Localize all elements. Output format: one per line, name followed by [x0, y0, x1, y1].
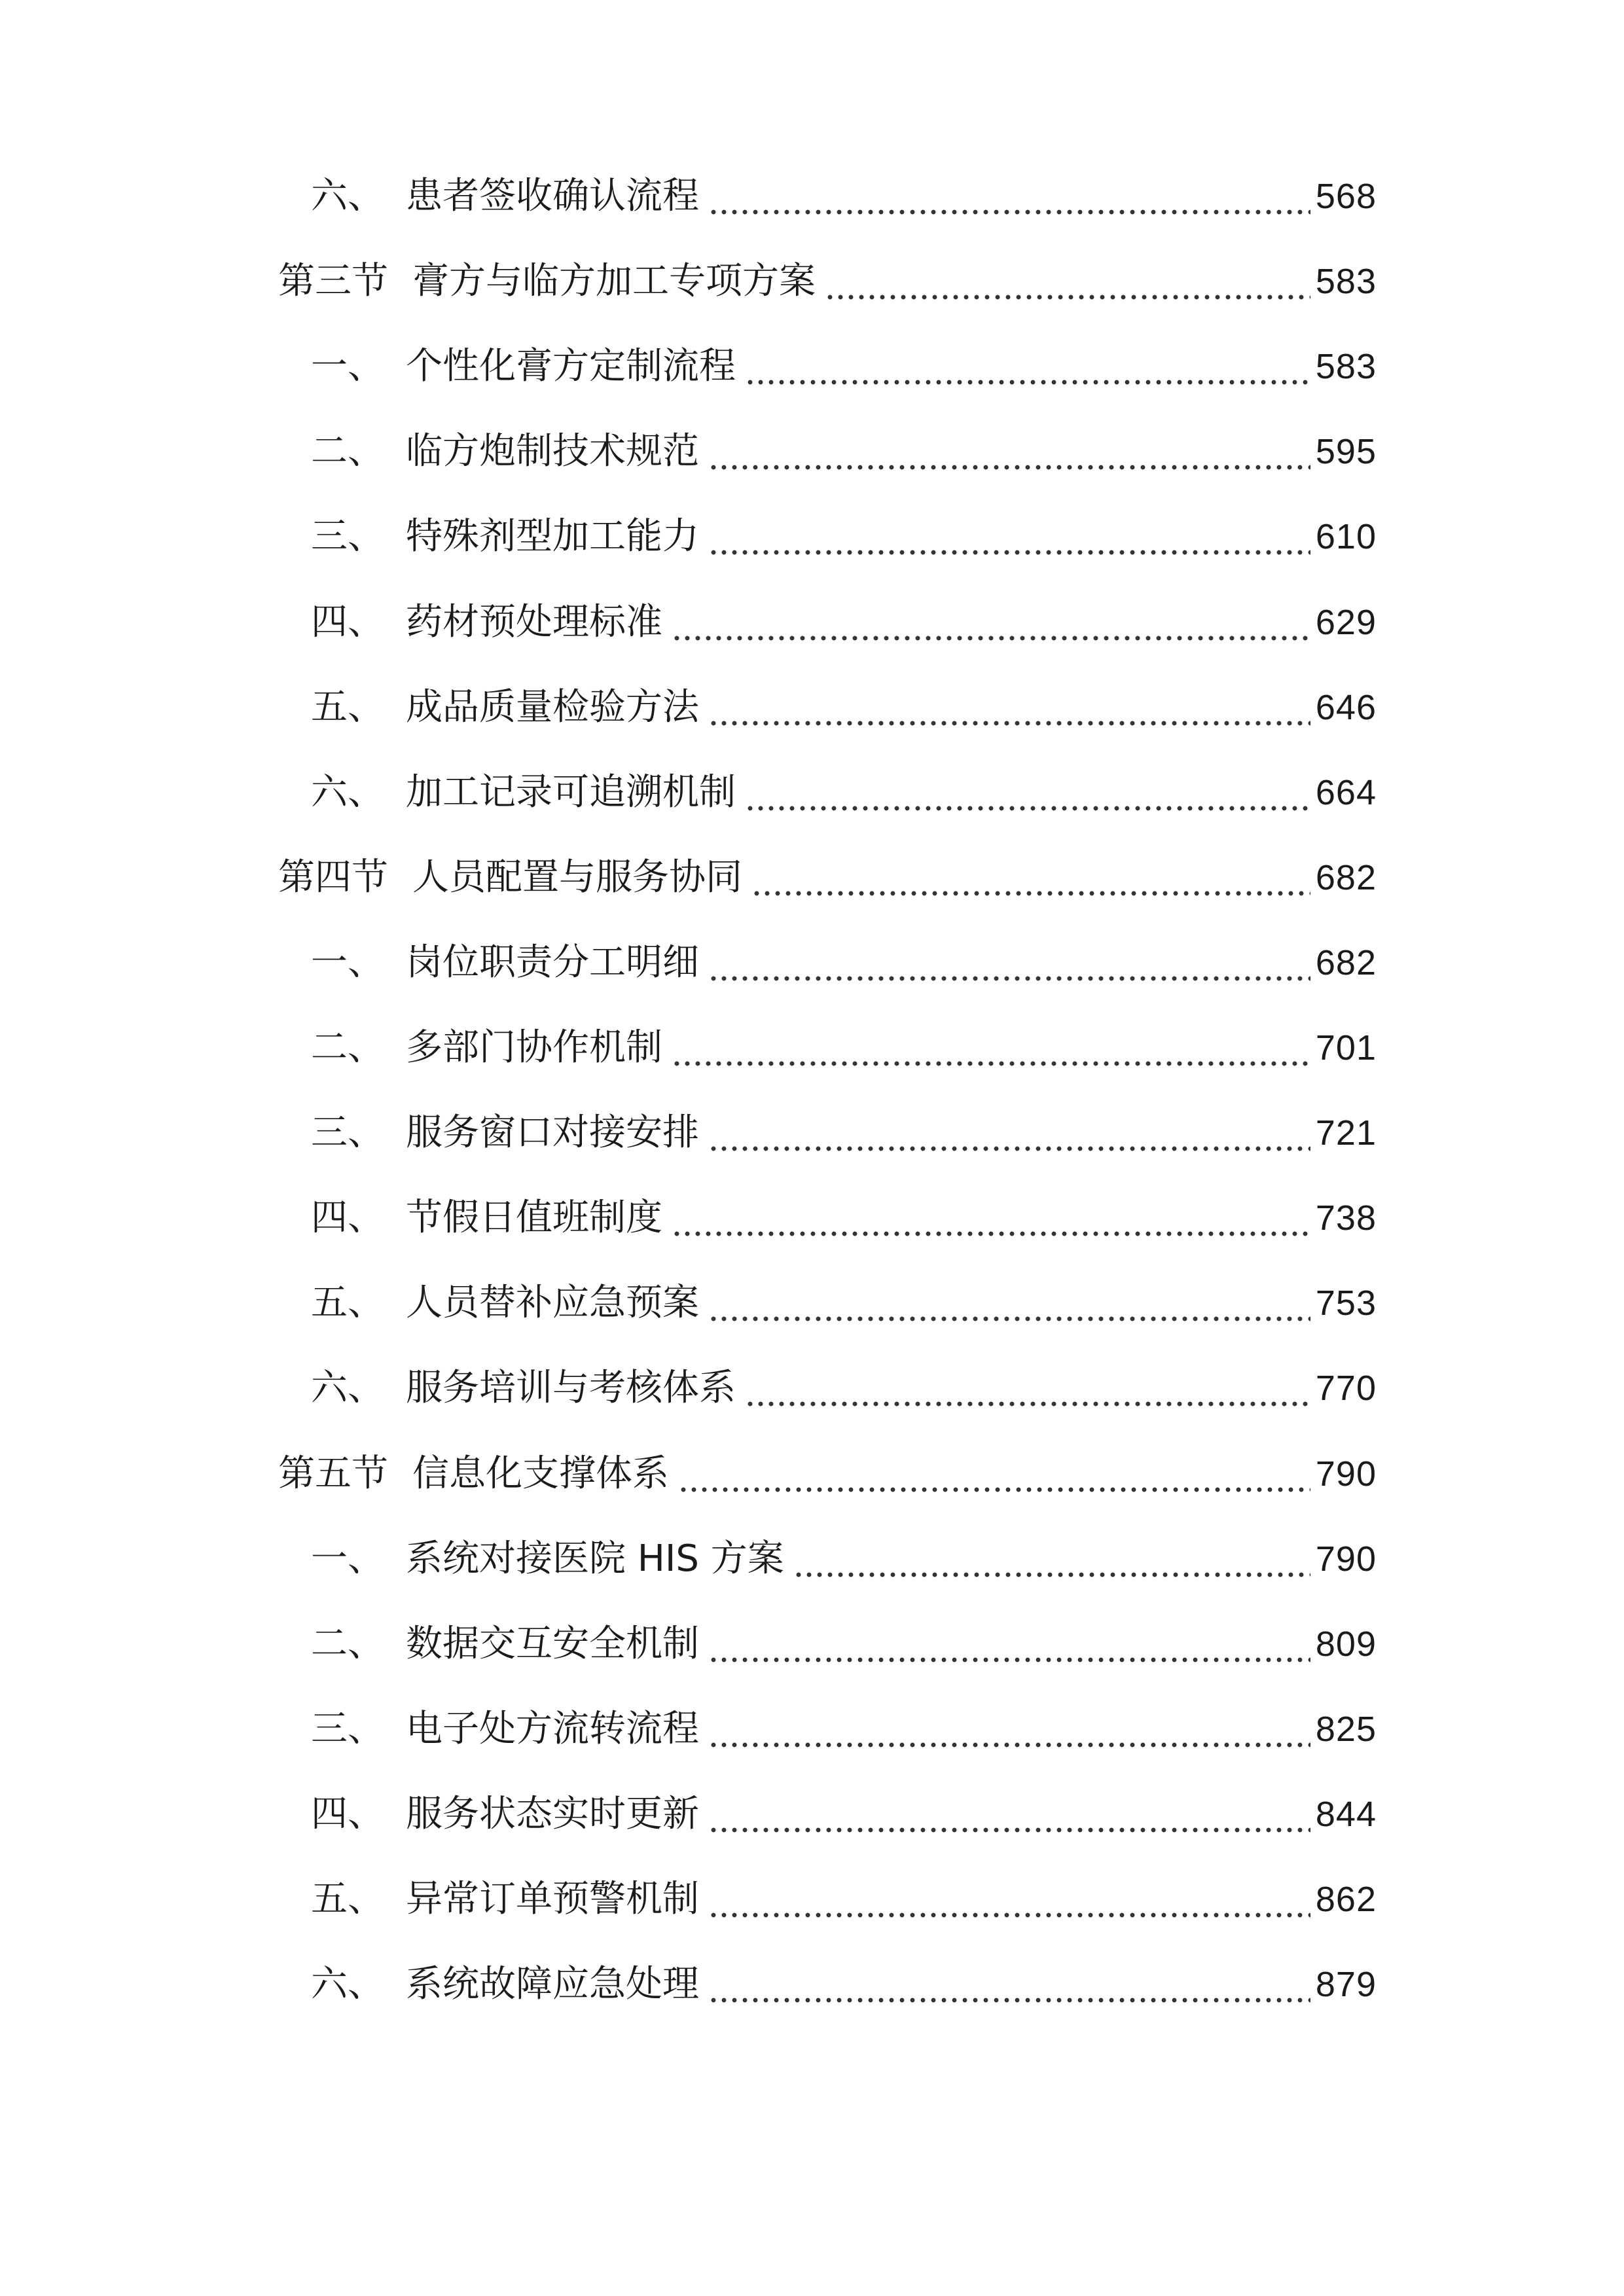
toc-entry-title: 个性化膏方定制流程	[406, 345, 736, 388]
dot-leader	[708, 419, 1310, 484]
dot-leader	[745, 334, 1310, 399]
dot-leader	[708, 504, 1310, 569]
toc-item-entry[interactable]	[0, 590, 1624, 655]
toc-entry-body	[406, 1185, 1377, 1251]
toc-section-entry[interactable]	[0, 249, 1624, 314]
toc-item-entry[interactable]	[0, 1526, 1624, 1592]
toc-entry-body	[406, 1270, 1377, 1336]
toc-entry-title: 信息化支撑体系	[412, 1452, 669, 1495]
toc-entry-body	[412, 249, 1377, 314]
toc-item-entry[interactable]	[0, 334, 1624, 399]
toc-entry-body	[406, 590, 1377, 655]
toc-entry-page-number: 862	[1315, 1880, 1377, 1919]
toc-entry-title: 服务状态实时更新	[406, 1792, 699, 1835]
toc-entry-title: 系统故障应急处理	[406, 1963, 699, 2006]
dot-leader	[708, 930, 1310, 996]
toc-entry-number: 四、	[311, 1196, 384, 1240]
toc-entry-title: 岗位职责分工明细	[406, 941, 699, 984]
dot-leader	[708, 1952, 1310, 2017]
toc-entry-page-number: 825	[1315, 1709, 1377, 1749]
toc-entry-page-number: 568	[1315, 177, 1377, 216]
dot-leader	[708, 675, 1310, 740]
toc-entry-title: 药材预处理标准	[406, 600, 662, 643]
toc-entry-body	[412, 845, 1377, 910]
toc-entry-page-number: 646	[1315, 687, 1377, 727]
toc-entry-title: 加工记录可追溯机制	[406, 770, 736, 814]
toc-entry-body	[406, 1015, 1377, 1081]
toc-entry-body	[406, 675, 1377, 740]
toc-item-entry[interactable]	[0, 1867, 1624, 1932]
toc-entry-page-number: 595	[1315, 432, 1377, 472]
toc-entry-title: 系统对接医院 HIS 方案	[406, 1537, 784, 1580]
toc-entry-body	[406, 164, 1377, 229]
dot-leader	[708, 1867, 1310, 1932]
toc-entry-page-number: 721	[1315, 1113, 1377, 1153]
toc-section-entry[interactable]	[0, 845, 1624, 910]
toc-entry-title: 成品质量检验方法	[406, 685, 699, 728]
dot-leader	[678, 1441, 1310, 1507]
toc-entry-page-number: 770	[1315, 1369, 1377, 1408]
dot-leader	[708, 1696, 1310, 1762]
toc-item-entry[interactable]	[0, 930, 1624, 996]
dot-leader	[672, 1015, 1310, 1081]
dot-leader	[672, 1185, 1310, 1251]
toc-entry-number: 四、	[311, 1792, 384, 1835]
toc-entry-number: 五、	[311, 1878, 384, 1920]
toc-entry-page-number: 664	[1315, 772, 1377, 812]
toc-entry-page-number: 738	[1315, 1198, 1377, 1238]
toc-item-entry[interactable]	[0, 1100, 1624, 1166]
dot-leader	[745, 760, 1310, 825]
toc-entry-page-number: 629	[1315, 602, 1377, 642]
toc-entry-body	[406, 504, 1377, 569]
toc-entry-page-number: 610	[1315, 517, 1377, 557]
toc-entry-title: 临方炮制技术规范	[406, 430, 699, 473]
toc-entry-body	[406, 930, 1377, 996]
toc-entry-body	[406, 334, 1377, 399]
toc-item-entry[interactable]	[0, 419, 1624, 484]
dot-leader	[708, 1611, 1310, 1677]
dot-leader	[708, 1100, 1310, 1166]
toc-entry-number: 三、	[311, 1707, 384, 1750]
toc-entry-number: 二、	[311, 1622, 384, 1665]
toc-section-entry[interactable]	[0, 1441, 1624, 1507]
toc-entry-number: 四、	[311, 600, 384, 643]
toc-entry-number: 五、	[311, 1282, 384, 1325]
toc-entry-number: 三、	[311, 1111, 384, 1155]
toc-item-entry[interactable]	[0, 1696, 1624, 1762]
toc-entry-number: 二、	[311, 1026, 384, 1069]
toc-item-entry[interactable]	[0, 504, 1624, 569]
toc-entry-number: 二、	[311, 430, 384, 473]
toc-item-entry[interactable]	[0, 1015, 1624, 1081]
toc-item-entry[interactable]	[0, 1952, 1624, 2017]
toc-entry-number: 一、	[311, 941, 384, 984]
toc-entry-page-number: 879	[1315, 1965, 1377, 2005]
toc-entry-title: 服务窗口对接安排	[406, 1111, 699, 1155]
dot-leader	[825, 249, 1310, 314]
toc-entry-number: 五、	[311, 685, 384, 728]
toc-item-entry[interactable]	[0, 164, 1624, 229]
toc-entry-page-number: 790	[1315, 1539, 1377, 1579]
toc-item-entry[interactable]	[0, 1185, 1624, 1251]
toc-entry-body	[412, 1441, 1377, 1507]
toc-entry-number: 第三节	[278, 260, 388, 303]
toc-item-entry[interactable]	[0, 675, 1624, 740]
toc-entry-page-number: 844	[1315, 1794, 1377, 1834]
toc-entry-title: 特殊剂型加工能力	[406, 515, 699, 558]
toc-entry-title: 患者签收确认流程	[406, 175, 699, 217]
toc-entry-title: 数据交互安全机制	[406, 1622, 699, 1665]
toc-entry-number: 一、	[311, 345, 384, 388]
toc-entry-number: 第四节	[278, 855, 388, 899]
dot-leader	[708, 1270, 1310, 1336]
dot-leader	[672, 590, 1310, 655]
toc-entry-number: 三、	[311, 515, 384, 558]
toc-entry-page-number: 753	[1315, 1283, 1377, 1323]
toc-item-entry[interactable]	[0, 1270, 1624, 1336]
toc-entry-page-number: 809	[1315, 1624, 1377, 1664]
toc-entry-page-number: 583	[1315, 262, 1377, 302]
toc-entry-title: 异常订单预警机制	[406, 1878, 699, 1920]
toc-entry-page-number: 790	[1315, 1454, 1377, 1494]
toc-entry-number: 第五节	[278, 1452, 388, 1495]
toc-entry-body	[406, 1100, 1377, 1166]
dot-leader	[751, 845, 1310, 910]
toc-entry-number: 六、	[311, 175, 384, 217]
toc-entry-body	[406, 1782, 1377, 1847]
toc-entry-page-number: 682	[1315, 857, 1377, 897]
toc-entry-page-number: 583	[1315, 347, 1377, 387]
toc-entry-body	[406, 1355, 1377, 1421]
toc-item-entry[interactable]	[0, 1355, 1624, 1421]
dot-leader	[708, 1782, 1310, 1847]
toc-entry-number: 一、	[311, 1537, 384, 1580]
dot-leader	[745, 1355, 1310, 1421]
toc-item-entry[interactable]	[0, 760, 1624, 825]
toc-entry-title: 服务培训与考核体系	[406, 1367, 736, 1410]
dot-leader	[793, 1526, 1310, 1592]
toc-entry-body	[406, 1696, 1377, 1762]
toc-entry-title: 人员配置与服务协同	[412, 855, 742, 899]
toc-entry-number: 六、	[311, 770, 384, 814]
toc-item-entry[interactable]	[0, 1611, 1624, 1677]
toc-entry-title: 节假日值班制度	[406, 1196, 662, 1240]
toc-entry-number: 六、	[311, 1963, 384, 2006]
toc-entry-body	[406, 760, 1377, 825]
dot-leader	[708, 164, 1310, 229]
toc-entry-title: 膏方与临方加工专项方案	[412, 260, 816, 303]
toc-entry-title: 人员替补应急预案	[406, 1282, 699, 1325]
toc-item-entry[interactable]	[0, 1782, 1624, 1847]
toc-entry-page-number: 701	[1315, 1028, 1377, 1067]
toc-entry-number: 六、	[311, 1367, 384, 1410]
toc-entry-body	[406, 419, 1377, 484]
toc-entry-body	[406, 1611, 1377, 1677]
toc-entry-body	[406, 1867, 1377, 1932]
toc-entry-page-number: 682	[1315, 942, 1377, 982]
toc-entry-body	[406, 1952, 1377, 2017]
toc-entry-title: 电子处方流转流程	[406, 1707, 699, 1750]
toc-entry-title: 多部门协作机制	[406, 1026, 662, 1069]
toc-entry-body	[406, 1526, 1377, 1592]
